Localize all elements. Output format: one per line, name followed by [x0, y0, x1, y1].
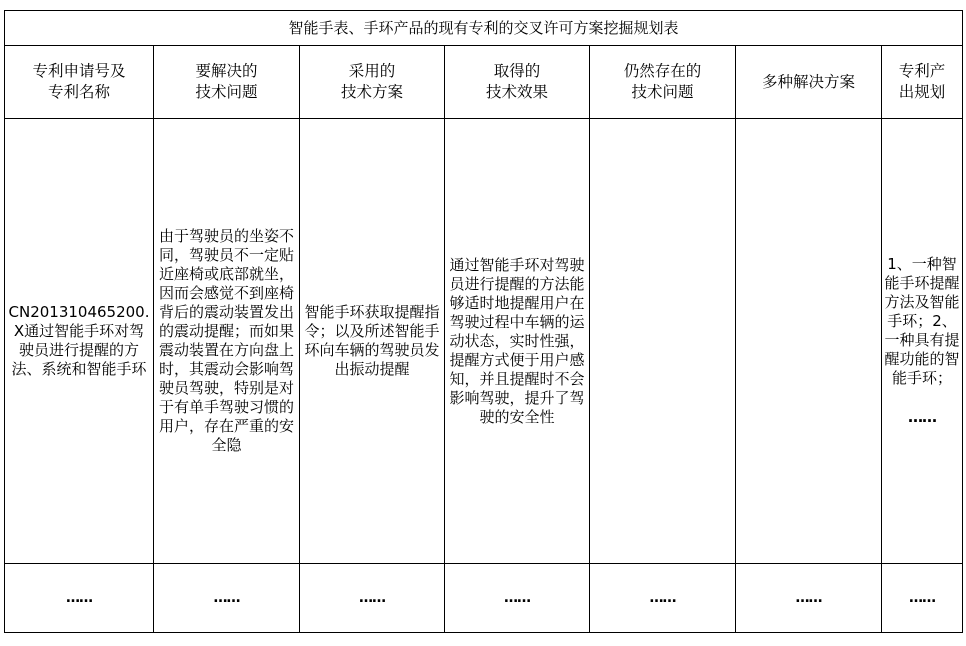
- cell-technical-solution: 智能手环获取提醒指令；以及所述智能手环向车辆的驾驶员发出振动提醒: [300, 119, 445, 564]
- header-technical-effect: 取得的 技术效果: [445, 46, 590, 119]
- cell-technical-effect: 通过智能手环对驾驶员进行提醒的方法能够适时地提醒用户在驾驶过程中车辆的运动状态，实时性强，提醒方式便于用户感知，并且提醒时不会影响驾驶，提升了驾驶的安全性: [445, 119, 590, 564]
- header-patent-output-plan: 专利产 出规划: [882, 46, 963, 119]
- ellipsis-cell: ……: [5, 564, 154, 633]
- ellipsis-cell: ……: [300, 564, 445, 633]
- ellipsis-cell: ……: [736, 564, 882, 633]
- table-row: [5, 564, 963, 633]
- cell-patent-name: CN201310465200.X通过智能手环对驾驶员进行提醒的方法、系统和智能手环: [5, 119, 154, 564]
- ellipsis-cell: ……: [882, 564, 963, 633]
- header-technical-solution: 采用的 技术方案: [300, 46, 445, 119]
- header-remaining-problem: 仍然存在的 技术问题: [590, 46, 736, 119]
- table-title: 智能手表、手环产品的现有专利的交叉许可方案挖掘规划表: [5, 11, 963, 46]
- ellipsis-cell: ……: [445, 564, 590, 633]
- header-technical-problem: 要解决的 技术问题: [154, 46, 300, 119]
- header-patent-number-name: 专利申请号及 专利名称: [5, 46, 154, 119]
- ellipsis-cell: ……: [154, 564, 300, 633]
- header-multiple-solutions: 多种解决方案: [736, 46, 882, 119]
- cell-multiple-solutions: [736, 119, 882, 564]
- plan-text: 1、一种智能手环提醒方法及智能手环；2、一种具有提醒功能的智能手环；: [884, 255, 960, 387]
- table-row: [5, 119, 963, 564]
- patent-licensing-table: [4, 10, 963, 633]
- ellipsis-cell: ……: [590, 564, 736, 633]
- plan-ellipsis: ……: [908, 408, 937, 426]
- cell-patent-output-plan: [882, 119, 963, 564]
- cell-technical-problem: 由于驾驶员的坐姿不同，驾驶员不一定贴近座椅或底部就坐，因而会感觉不到座椅背后的震动装置发出的震动提醒；而如果震动装置在方向盘上时，其震动会影响驾驶员驾驶，特别是对于有单手驾驶习惯的用户，存在严重的安全隐: [154, 119, 300, 564]
- cell-remaining-problem: [590, 119, 736, 564]
